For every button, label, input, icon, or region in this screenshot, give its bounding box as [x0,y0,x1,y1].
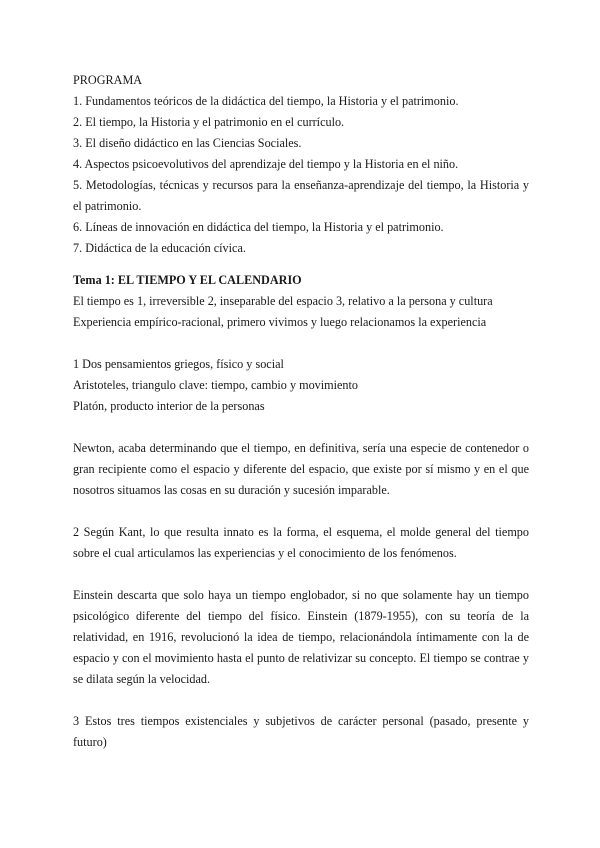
newton-line-2: gran recipiente como el espacio y diferente del espacio, que existe por sí mismo y en el que [73,462,529,476]
section3-paragraph [73,711,529,753]
einstein-line-5: se dilata según la velocidad. [73,672,211,686]
programa-item-5-cont: el patrimonio. [73,199,142,213]
section1-aristoteles: Aristoteles, triangulo clave: tiempo, cambio y movimiento [73,378,358,392]
einstein-paragraph [73,585,529,690]
einstein-line-2: psicológico diferente del tiempo del físico. Einstein (1879-1955), con su teoría de la [73,609,529,623]
einstein-line-1: Einstein descarta que solo haya un tiempo englobador, si no que solamente hay un tiempo [73,588,529,602]
section3-line-1: 3 Estos tres tiempos existenciales y subjetivos de carácter personal (pasado, presente y [73,714,529,728]
programa-item-5: 5. Metodologías, técnicas y recursos para la enseñanza-aprendizaje del tiempo, la Historia y [73,178,529,192]
programa-title: PROGRAMA [73,73,143,87]
kant-paragraph [73,522,529,564]
tema1-intro-line-2: Experiencia empírico-racional, primero vivimos y luego relacionamos la experiencia [73,315,487,329]
newton-line-3: nosotros situamos las cosas en su duración y sucesión imparable. [73,483,390,497]
programa-item-6: 6. Líneas de innovación en didáctica del tiempo, la Historia y el patrimonio. [73,220,444,234]
einstein-line-3: relatividad, en 1916, revolucionó la idea de tiempo, relacionándola íntimamente con la de [73,630,529,644]
einstein-line-4: espacio y con el movimiento hasta el punto de relativizar su concepto. El tiempo se contrae y [73,651,529,665]
programa-item-2: 2. El tiempo, la Historia y el patrimonio en el currículo. [73,115,345,129]
newton-paragraph [73,438,529,501]
tema1-heading: Tema 1: EL TIEMPO Y EL CALENDARIO [73,273,302,287]
newton-line-1: Newton, acaba determinando que el tiempo, en definitiva, sería una especie de contenedor o [73,441,529,455]
section3-line-2: futuro) [73,735,107,749]
tema1-intro-line-1: El tiempo es 1, irreversible 2, inseparable del espacio 3, relativo a la persona y cultura [73,294,493,308]
programa-item-1: 1. Fundamentos teóricos de la didáctica del tiempo, la Historia y el patrimonio. [73,94,459,108]
section1-title: 1 Dos pensamientos griegos, físico y social [73,357,284,371]
kant-line-1: 2 Según Kant, lo que resulta innato es la forma, el esquema, el molde general del tiempo [73,525,529,539]
document-page [73,70,529,753]
programa-item-7: 7. Didáctica de la educación cívica. [73,241,246,255]
programa-item-4: 4. Aspectos psicoevolutivos del aprendizaje del tiempo y la Historia en el niño. [73,157,459,171]
section1-platon: Platón, producto interior de la personas [73,399,265,413]
programa-item-3: 3. El diseño didáctico en las Ciencias Sociales. [73,136,302,150]
kant-line-2: sobre el cual articulamos las experiencias y el conocimiento de los fenómenos. [73,546,457,560]
